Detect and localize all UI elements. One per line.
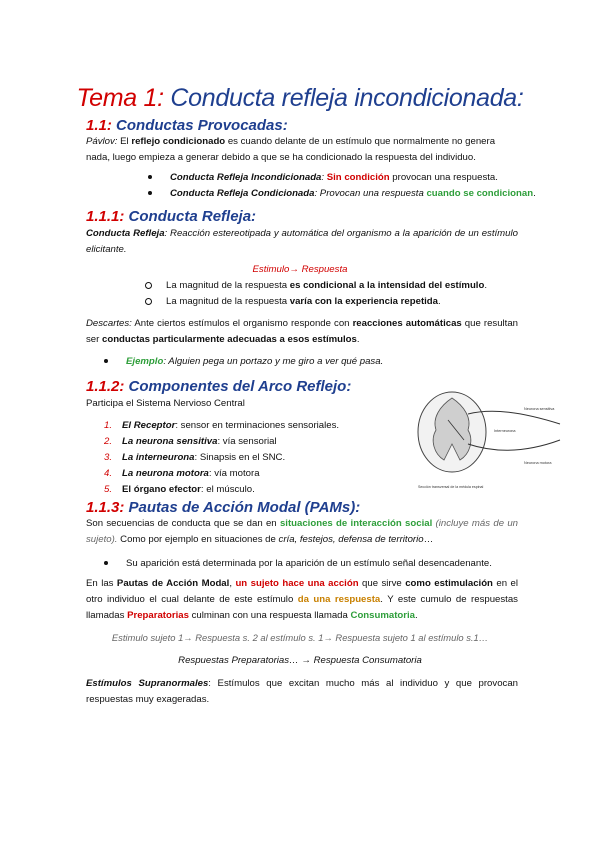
text-span: . [484,280,488,291]
bullet-icon [148,175,152,179]
heading-number: 1.1.2: [86,378,125,395]
text-span: : Estímulos que excitan mucho más al individuo y que provocan respuestas muy exageradas. [86,678,518,705]
text-span: Pávlov: [86,136,118,147]
bullet-icon [104,561,108,565]
text-span: como estimulación [405,578,493,589]
heading-number: 1.1.1: [86,208,125,225]
preparatory-consummatory-sequence: Respuestas Preparatorias… → Respuesta Consumatoria [178,655,422,666]
descartes-paragraph [86,316,518,348]
text-span: La interneurona [122,452,195,463]
page-title [0,84,600,113]
response-sequence: Estimulo sujeto 1→ Respuesta s. 2 al estímulo s. 1→ Respuesta sujeto 1 al estímulo s.1… [111,632,489,643]
text-span: : sensor en terminaciones sensoriales. [175,420,340,431]
text-span: . [415,610,418,621]
label-motor: Neurona motora [524,461,552,465]
text-span: Ante ciertos estímulos el organismo responde con [131,318,353,329]
text-span: 5. [104,484,113,495]
text-span: situaciones de interacción social [279,518,433,529]
text-span: da una respuesta [297,594,381,605]
list-item [145,278,487,294]
text-span: : Sinapsis en el SNC. [194,452,286,463]
list-item [148,170,498,186]
text-span: La magnitud de la respuesta [166,280,290,291]
text-span: (incluye más de un sujeto). [86,518,519,545]
text-span: que sirve [358,578,406,589]
heading-text: Conductas Provocadas: [116,117,288,134]
text-span: Conducta Refleja Condicionada [170,188,315,199]
text-span: : vía motora [208,468,260,479]
heading-1-1-1 [86,208,256,225]
circle-bullet-icon [145,282,152,289]
text-span: reacciones automáticas [352,318,462,329]
text-span: , [229,578,236,589]
list-item [104,466,260,482]
supranormal-paragraph [86,676,518,708]
list-item [104,450,285,466]
text-span: … [423,534,434,545]
pams-paragraph [86,516,518,548]
heading-text: Conducta Refleja: [128,208,257,225]
text-span: provocan una respuesta. [389,172,498,183]
pams-detail-paragraph [86,576,518,624]
heading-number: 1.1: [86,117,112,134]
text-span: Descartes: [86,318,132,329]
text-span: El órgano efector [122,484,201,495]
text-span: 2. [104,436,113,447]
text-span: es cuando delante de un estímulo que normalmente no genera nada, luego empieza a generar debido a que se ha condicionado la respuesta del individuo. [86,136,496,163]
text-span: En las [86,578,117,589]
heading-text: Componentes del Arco Reflejo: [128,378,352,395]
text-span: Su aparición está determinada por la aparición de un estímulo señal desencadenante. [126,558,492,569]
text-span: : Reacción estereotipada y automática del organismo a la aparición de un estímulo elicitante. [86,228,518,255]
reflex-arc-diagram [412,384,562,492]
text-span: 3. [104,452,113,463]
text-span: varía con la experiencia repetida [289,296,438,307]
text-span: cuando se condicionan [426,188,534,199]
text-span: Estímulos Supranormales [86,678,209,689]
text-span: que resultan ser [86,318,518,345]
text-span: : el músculo. [200,484,255,495]
heading-1-1 [86,117,288,134]
list-item [145,294,441,310]
diagram-caption: Sección transversal de la médula espinal [418,485,484,489]
cns-intro: Participa el Sistema Nervioso Central [86,398,245,409]
text-span: Son secuencias de conducta que se dan en [86,518,280,529]
text-span: Conducta Refleja [86,228,165,239]
text-span: : Provocan una respuesta [314,188,427,199]
heading-number: 1.1.3: [86,499,125,516]
text-span: Conducta Refleja Incondicionada [170,172,322,183]
label-interneuron: Interneurona [494,429,516,433]
list-item [104,434,277,450]
bullet-icon [148,191,152,195]
text-span: . [356,334,360,345]
text-span: : [321,172,327,183]
text-span: El [117,136,132,147]
heading-text: Pautas de Acción Modal (PAMs): [128,499,361,516]
list-item [148,186,536,202]
heading-1-1-3 [86,499,360,516]
text-span: . [438,296,441,307]
text-span: Pautas de Acción Modal [116,578,230,589]
text-span: es condicional a la intensidad del estímulo [289,280,485,291]
list-item [104,482,255,498]
text-span: : Alguien pega un portazo y me giro a ver qué pasa. [163,356,384,367]
text-span: El Receptor [122,420,176,431]
pavlov-paragraph [86,134,518,166]
text-span: 1. [104,420,113,431]
bullet-icon [104,359,108,363]
text-span: reflejo condicionado [131,136,226,147]
heading-1-1-2 [86,378,351,395]
text-span: culminan con una respuesta llamada [188,610,351,621]
text-span: conductas particularmente adecuadas a esos estímulos [102,334,357,345]
text-span: Consumatoria [350,610,416,621]
example-item [104,354,383,370]
text-span: Ejemplo [126,356,164,367]
text-span: cría, festejos, defensa de territorio [278,534,424,545]
text-span: . Y este cumulo de respuestas llamadas [86,594,518,621]
list-item [104,418,339,434]
text-span: 4. [104,468,113,479]
text-span: La neurona sensitiva [122,436,218,447]
stimulus-response-formula: Estimulo→ Respuesta [252,264,348,275]
reflex-definition [86,226,518,258]
title-number: Tema 1: [76,84,164,112]
circle-bullet-icon [145,298,152,305]
text-span: en el otro individuo el cual delante de este estímulo [86,578,518,605]
text-span: La magnitud de la respuesta [166,296,290,307]
text-span: Sin condición [326,172,390,183]
text-span: Como por ejemplo en situaciones de [117,534,279,545]
text-span: Preparatorias [127,610,189,621]
text-span: : vía sensorial [217,436,277,447]
text-span: La neurona motora [122,468,209,479]
title-text: Conducta refleja incondicionada: [170,84,524,112]
text-span: . [533,188,536,199]
label-sensory: Neurona sensitiva [524,407,555,411]
list-item [104,556,492,572]
text-span: un sujeto hace una acción [235,578,359,589]
